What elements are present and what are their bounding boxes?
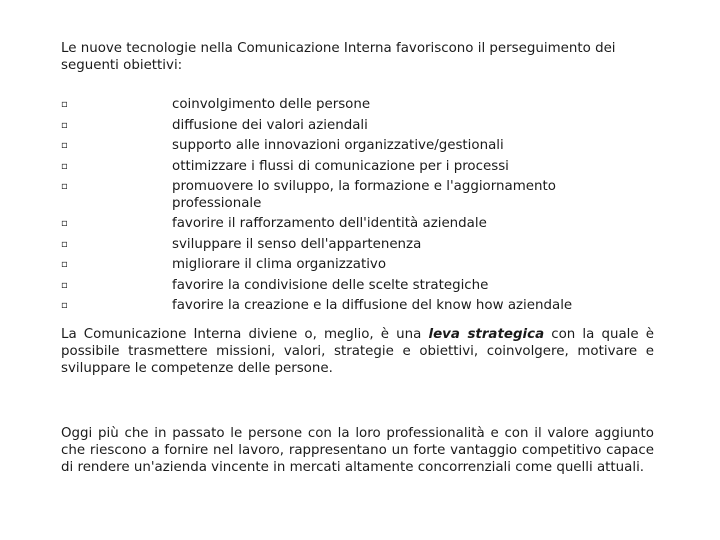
list-item [61, 216, 661, 233]
closing-text-after: con la quale è possibile trasmettere missioni, valori, strategie e obiettivi, coinvolgere, motivare e sviluppare le competenze delle persone. [61, 327, 654, 376]
bullet-marker-icon: ▫ [61, 99, 68, 110]
objective-text: ottimizzare i flussi di comunicazione per i processi [172, 158, 509, 174]
list-item [61, 138, 661, 155]
bullet-marker-icon: ▫ [61, 238, 68, 250]
objective-text: migliorare il clima organizzativo [172, 257, 387, 272]
list-item [61, 97, 661, 114]
closing-emphasis: leva strategica [428, 327, 545, 342]
bullet-marker-icon: ▫ [61, 119, 68, 131]
objectives-list [61, 97, 661, 319]
final-paragraph: Oggi più che in passato le persone con la loro professionalità e con il valore aggiunto che riescono a fornire nel lavoro, rappresentano un forte vantaggio competitivo capace di rendere un'azienda vincente in mercati altamente concorrenziali come quelli attuali. [61, 426, 654, 475]
bullet-marker-icon: ▫ [61, 160, 68, 172]
closing-paragraph [61, 326, 654, 377]
objective-text: favorire il rafforzamento dell'identità aziendale [172, 216, 487, 231]
objective-text: favorire la creazione e la diffusione del know how aziendale [172, 298, 573, 313]
list-item [61, 257, 661, 274]
bullet-marker-icon: ▫ [61, 300, 68, 311]
bullet-marker-icon: ▫ [61, 181, 68, 192]
list-item [61, 298, 661, 315]
bullet-marker-icon: ▫ [61, 218, 68, 229]
list-item [61, 278, 661, 295]
closing-text-before: La Comunicazione Interna diviene o, meglio, è una [61, 327, 429, 342]
intro-paragraph: Le nuove tecnologie nella Comunicazione Interna favoriscono il perseguimento dei seguenti obiettivi: [61, 41, 616, 73]
list-item [61, 159, 661, 176]
objective-text: supporto alle innovazioni organizzative/gestionali [172, 138, 504, 153]
objective-text: diffusione dei valori aziendali [172, 117, 368, 133]
bullet-marker-icon: ▫ [61, 259, 68, 270]
bullet-marker-icon: ▫ [61, 279, 68, 291]
objective-text: coinvolgimento delle persone [172, 97, 371, 112]
list-item [61, 179, 661, 212]
list-item [61, 118, 661, 135]
objective-text: promuovere lo sviluppo, la formazione e l'aggiornamento professionale [172, 179, 556, 211]
objective-text: favorire la condivisione delle scelte strategiche [172, 277, 489, 293]
bullet-marker-icon: ▫ [61, 140, 68, 151]
list-item [61, 237, 661, 254]
objective-text: sviluppare il senso dell'appartenenza [172, 236, 422, 252]
